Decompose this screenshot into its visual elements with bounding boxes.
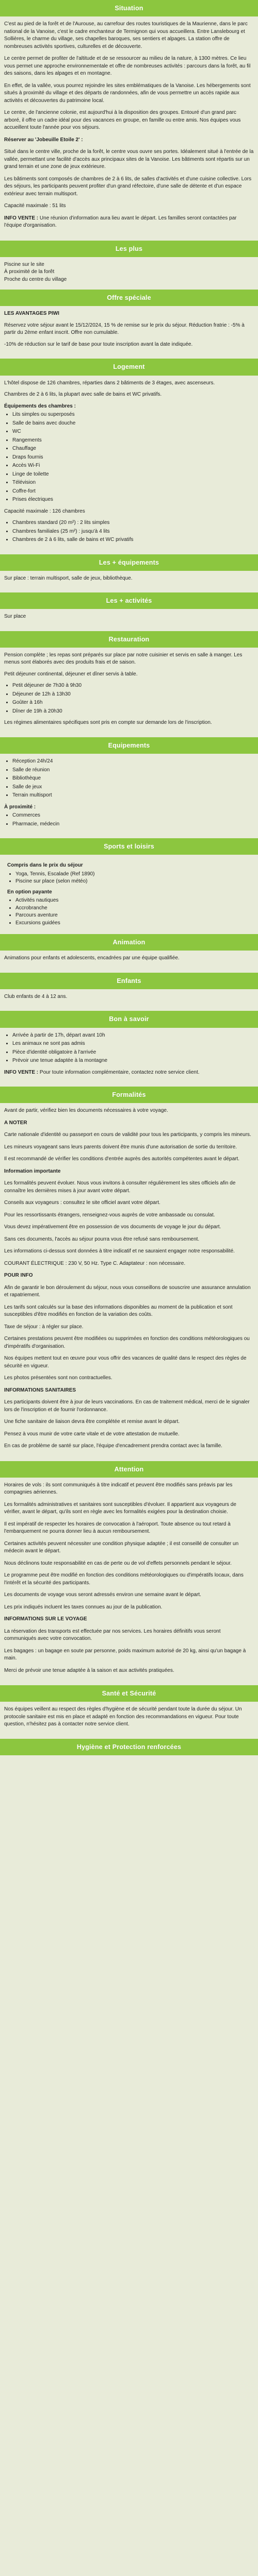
list-item: • Chauffage bbox=[12, 445, 254, 453]
list-item: • Déjeuner de 12h à 13h30 bbox=[12, 691, 254, 699]
section-attention bbox=[0, 1461, 258, 1686]
attention-paragraph: Le programme peut être modifié en fonction des conditions météorologiques ou d'impératifs locaux, dans l'intérêt et la sécurité des participants. bbox=[4, 1572, 244, 1586]
plus-activites-text: Sur place bbox=[4, 614, 26, 620]
list-item: • Les animaux ne sont pas admis bbox=[12, 1040, 254, 1048]
list-item: • Arrivée à partir de 17h, départ avant 10h bbox=[12, 1032, 254, 1040]
equipements-list bbox=[4, 758, 254, 800]
section-offre bbox=[0, 290, 258, 359]
formalites-paragraph: Les photos présentées sont non contractuelles. bbox=[4, 1375, 112, 1381]
attention-paragraph: La réservation des transports est effectuée par nos services. Les horaires définitifs vous seront communiqués avec votre convocation. bbox=[4, 1628, 221, 1642]
section-formalites bbox=[0, 1087, 258, 1461]
situation-paragraph: Le centre, de l'ancienne colonie, est aujourd'hui à la disposition des groupes. Entouré d'un grand parc arboré, il offre un cadre idéal pour des vacances en groupe, en famille ou entre amis. Nos équipes vous accueillent toute l'année pour vos séjours. bbox=[4, 110, 241, 131]
list-item: • Yoga, Tennis, Escalade (Ref 1890) bbox=[15, 871, 254, 878]
offre-paragraph: Réservez votre séjour avant le 15/12/2024, 15 % de remise sur le prix du séjour. Réduction fratrie : -5% à partir du 2ème enfant inscrit. Offre non cumulable. bbox=[4, 322, 245, 336]
situation-info-text: Une réunion d'information aura lieu avant le départ. Les familles seront contactées par l'équipe d'organisation. bbox=[4, 215, 237, 229]
logement-paragraph: Chambres de 2 à 6 lits, la plupart avec salle de bains et WC privatifs. bbox=[4, 392, 162, 397]
list-item: • Dîner de 19h à 20h30 bbox=[12, 708, 254, 716]
formalites-paragraph: Afin de garantir le bon déroulement du séjour, nous vous conseillons de souscrire une assurance annulation et rapatriement. bbox=[4, 1284, 251, 1298]
section-header-sante: Santé et Sécurité bbox=[0, 1685, 258, 1702]
sports-group-list bbox=[7, 897, 254, 927]
section-situation bbox=[0, 0, 258, 241]
list-item: • Activités nautiques bbox=[15, 897, 254, 905]
list-item: • Parcours aventure bbox=[15, 912, 254, 920]
list-item: • Bibliothèque bbox=[12, 775, 254, 783]
formalites-paragraph: COURANT ÉLECTRIQUE : 230 V, 50 Hz. Type C. Adaptateur : non nécessaire. bbox=[4, 1260, 186, 1266]
section-les-plus bbox=[0, 241, 258, 290]
formalites-paragraph: En cas de problème de santé sur place, l'équipe d'encadrement prendra contact avec la famille. bbox=[4, 1443, 222, 1449]
logement-list bbox=[4, 411, 254, 504]
list-item: • Linge de toilette bbox=[12, 471, 254, 479]
sports-group-list bbox=[7, 871, 254, 886]
formalites-paragraph: Les tarifs sont calculés sur la base des informations disponibles au moment de la publication et sont susceptibles d'être modifiés en fonction de la variation des coûts. bbox=[4, 1304, 233, 1318]
section-header-les-plus: Les plus bbox=[0, 241, 258, 257]
les-plus-line: À proximité de la forêt bbox=[4, 269, 55, 275]
attention-paragraph: Certaines activités peuvent nécessiter une condition physique adaptée ; il est conseillé de consulter un médecin avant le départ. bbox=[4, 1540, 239, 1554]
list-item: • Prises électriques bbox=[12, 496, 254, 504]
restauration-paragraph: Pension complète ; les repas sont préparés sur place par notre cuisinier et servis en salle à manger. Les menus sont élaborés avec des produits frais et de saison. bbox=[4, 652, 243, 666]
section-header-logement: Logement bbox=[0, 359, 258, 375]
restauration-list bbox=[4, 682, 254, 715]
list-item: • Chambres familiales (25 m²) : jusqu'à 4 lits bbox=[12, 528, 254, 536]
section-header-attention: Attention bbox=[0, 1461, 258, 1478]
les-plus-line: Piscine sur le site bbox=[4, 261, 44, 267]
formalites-paragraph: Les informations ci-dessus sont données à titre indicatif et ne sauraient engager notre responsabilité. bbox=[4, 1248, 235, 1255]
section-header-enfants: Enfants bbox=[0, 973, 258, 989]
formalites-intro: Avant de partir, vérifiez bien les documents nécessaires à votre voyage. bbox=[4, 1108, 168, 1114]
section-header-bon-a-savoir: Bon à savoir bbox=[0, 1011, 258, 1027]
situation-paragraph: C'est au pied de la forêt et de l'Aurouse, au carrefour des routes touristiques de la Maurienne, dans le parc national de la Vanoise, c'est le cadre enchanteur de Termignon qui vous accueillera. Entre Lanslebourg et Sollières, le charme du village, ses chapelles baroques, ses sentiers et alpages. La station offre de nombreuses activités sportives, culturelles et de découverte. bbox=[4, 21, 248, 49]
section-header-hygiene: Hygiène et Protection renforcées bbox=[0, 1739, 258, 1755]
situation-info-label: INFO VENTE : bbox=[4, 215, 39, 221]
formalites-paragraph: Les participants doivent être à jour de leurs vaccinations. En cas de traitement médical, merci de le signaler lors de l'inscription et de fournir l'ordonnance. bbox=[4, 1399, 250, 1413]
section-header-restauration: Restauration bbox=[0, 631, 258, 648]
section-sante bbox=[0, 1685, 258, 1739]
offre-paragraph: -10% de réduction sur le tarif de base pour toute inscription avant la date indiquée. bbox=[4, 341, 193, 347]
equipements-extra-title: À proximité : bbox=[4, 804, 36, 810]
list-item: • Rangements bbox=[12, 437, 254, 445]
plus-equipements-text: Sur place : terrain multisport, salle de jeux, bibliothèque. bbox=[4, 575, 133, 581]
formalites-paragraph: Les formalités peuvent évoluer. Nous vous invitons à consulter régulièrement les sites officiels afin de connaître les dernières mises à jour avant votre départ. bbox=[4, 1180, 236, 1194]
formalites-paragraph: Il est recommandé de vérifier les conditions d'entrée auprès des autorités compétentes avant le départ. bbox=[4, 1156, 240, 1162]
list-item: • Piscine sur place (selon météo) bbox=[15, 878, 254, 886]
formalites-paragraph: Carte nationale d'identité ou passeport en cours de validité pour tous les participants, y compris les mineurs. bbox=[4, 1132, 251, 1138]
attention-paragraph: Nous déclinons toute responsabilité en cas de perte ou de vol d'effets personnels pendant le séjour. bbox=[4, 1560, 232, 1566]
list-item: • Commerces bbox=[12, 812, 254, 820]
equipements-extras bbox=[4, 812, 254, 828]
list-item: • Goûter à 16h bbox=[12, 699, 254, 707]
list-item: • Lits simples ou superposés bbox=[12, 411, 254, 419]
sante-text: Nos équipes veillent au respect des règles d'hygiène et de sécurité pendant toute la durée du séjour. Un protocole sanitaire est mis en place et adapté en fonction des recommandations en vigueur. Pour toute question, n'hésitez pas à contacter notre service client. bbox=[4, 1706, 242, 1727]
bon-a-savoir-list bbox=[4, 1032, 254, 1065]
section-hygiene bbox=[0, 1739, 258, 1755]
situation-paragraph: En effet, de la vallée, vous pourrez rejoindre les sites emblématiques de la Vanoise. Les hébergements sont situés à proximité du village et des départs de randonnées, afin de vous permettre un accès rapide aux activités et découvertes du patrimoine local. bbox=[4, 82, 251, 104]
section-header-plus-activites: Les + activités bbox=[0, 592, 258, 609]
list-item: • Chambres de 2 à 6 lits, salle de bains et WC privatifs bbox=[12, 536, 254, 544]
list-item: • Accès Wi-Fi bbox=[12, 462, 254, 470]
attention-paragraph: Merci de prévoir une tenue adaptée à la saison et aux activités pratiquées. bbox=[4, 1667, 174, 1673]
formalites-subtitle: Information importante bbox=[4, 1168, 61, 1174]
sports-group-title: En option payante bbox=[7, 889, 52, 895]
list-item: • Salle de jeux bbox=[12, 784, 254, 791]
list-item: • Draps fournis bbox=[12, 454, 254, 462]
list-item: • Réception 24h/24 bbox=[12, 758, 254, 766]
section-logement bbox=[0, 359, 258, 554]
formalites-paragraph: Pour les ressortissants étrangers, renseignez-vous auprès de votre ambassade ou consulat. bbox=[4, 1212, 215, 1218]
logement-list-title: Équipements des chambres : bbox=[4, 403, 76, 409]
list-item: • Excursions guidées bbox=[15, 920, 254, 927]
list-item: • Pharmacie, médecin bbox=[12, 821, 254, 828]
situation-address-line: Situé dans le centre ville, proche de la forêt, le centre vous ouvre ses portes. Idéalement situé à l'entrée de la vallée, permettant une facilité d'accès aux principaux sites de la Vanoise. Les bâtiments sont répartis sur un grand terrain et une zone de jeux extérieure. bbox=[4, 149, 254, 170]
formalites-paragraph: Pensez à vous munir de votre carte vitale et de votre attestation de mutuelle. bbox=[4, 1431, 180, 1437]
situation-address-line: Les bâtiments sont composés de chambres de 2 à 6 lits, de salles d'activités et d'une cuisine collective. Lors des séjours, les participants peuvent profiter d'un grand réfectoire, d'une salle de détente et d'un espace extérieur avec terrain multisport. bbox=[4, 176, 252, 197]
list-item: • Terrain multisport bbox=[12, 792, 254, 800]
formalites-subtitle: A NOTER bbox=[4, 1120, 27, 1126]
section-equipements bbox=[0, 737, 258, 838]
section-header-plus-equipements: Les + équipements bbox=[0, 554, 258, 571]
attention-paragraph: Les documents de voyage vous seront adressés environ une semaine avant le départ. bbox=[4, 1592, 201, 1598]
situation-address-label: Réserver au 'Jobeuille Etoile 2' : bbox=[4, 137, 83, 143]
situation-address-line: Capacité maximale : 51 lits bbox=[4, 203, 66, 209]
formalites-paragraph: Sans ces documents, l'accès au séjour pourra vous être refusé sans remboursement. bbox=[4, 1236, 200, 1242]
restauration-paragraph: Petit déjeuner continental, déjeuner et dîner servis à table. bbox=[4, 671, 138, 677]
section-header-offre: Offre spéciale bbox=[0, 290, 258, 306]
offre-title: LES AVANTAGES PIWI bbox=[4, 311, 59, 317]
section-animation bbox=[0, 934, 258, 973]
bon-a-savoir-info-label: INFO VENTE : bbox=[4, 1069, 39, 1075]
section-plus-equipements bbox=[0, 554, 258, 593]
attention-paragraph: Les prix indiqués incluent les taxes connues au jour de la publication. bbox=[4, 1604, 163, 1610]
section-restauration bbox=[0, 631, 258, 737]
section-plus-activites bbox=[0, 592, 258, 631]
les-plus-line: Proche du centre du village bbox=[4, 276, 67, 282]
section-sports bbox=[0, 838, 258, 934]
attention-paragraph: Horaires de vols : ils sont communiqués à titre indicatif et peuvent être modifiés sans préavis par les compagnies aériennes. bbox=[4, 1482, 233, 1496]
formalites-paragraph: Vous devez impérativement être en possession de vos documents de voyage le jour du départ. bbox=[4, 1224, 221, 1230]
attention-subtitle: INFORMATIONS SUR LE VOYAGE bbox=[4, 1616, 87, 1622]
logement-extras bbox=[4, 519, 254, 544]
formalites-paragraph: Conseils aux voyageurs : consultez le site officiel avant votre départ. bbox=[4, 1200, 160, 1206]
list-item: • Salle de bains avec douche bbox=[12, 420, 254, 428]
section-bon-a-savoir bbox=[0, 1011, 258, 1087]
list-item: • Accrobranche bbox=[15, 905, 254, 912]
bon-a-savoir-info-text: Pour toute information complémentaire, contactez notre service client. bbox=[39, 1069, 200, 1075]
situation-paragraph: Le centre permet de profiter de l'altitude et de se ressourcer au milieu de la nature, à 1300 mètres. Ce lieu vous permet une approche environnementale et offre de nombreuses activités : parcours dans la forêt, au fil des saisons, dans les alpages et en montagne. bbox=[4, 56, 251, 77]
attention-paragraph: Il est impératif de respecter les horaires de convocation à l'aéroport. Toute absence ou tout retard à l'embarquement ne pourra donner lieu à aucun remboursement. bbox=[4, 1521, 231, 1535]
attention-paragraph: Les bagages : un bagage en soute par personne, poids maximum autorisé de 20 kg, ainsi qu'un bagage à main. bbox=[4, 1648, 246, 1662]
list-item: • Télévision bbox=[12, 479, 254, 487]
formalites-subtitle: INFORMATIONS SANITAIRES bbox=[4, 1387, 76, 1393]
section-header-equipements: Equipements bbox=[0, 737, 258, 754]
list-item: • Coffre-fort bbox=[12, 488, 254, 496]
formalites-subtitle: POUR INFO bbox=[4, 1273, 33, 1279]
section-header-sports: Sports et loisirs bbox=[0, 838, 258, 855]
formalites-paragraph: Les mineurs voyageant sans leurs parents doivent être munis d'une autorisation de sortie du territoire. bbox=[4, 1144, 237, 1150]
restauration-note: Les régimes alimentaires spécifiques sont pris en compte sur demande lors de l'inscription. bbox=[4, 720, 212, 726]
attention-paragraph: Les formalités administratives et sanitaires sont susceptibles d'évoluer. Il appartient aux voyageurs de vérifier, avant le départ, qu'ils sont en règle avec les formalités exigées pour la destination choisie. bbox=[4, 1501, 236, 1515]
logement-capacity: Capacité maximale : 126 chambres bbox=[4, 508, 85, 514]
list-item: • WC bbox=[12, 428, 254, 436]
animation-text: Animations pour enfants et adolescents, encadrées par une équipe qualifiée. bbox=[4, 955, 180, 961]
sports-group-title: Compris dans le prix du séjour bbox=[7, 862, 83, 869]
list-item: • Petit déjeuner de 7h30 à 9h30 bbox=[12, 682, 254, 690]
section-header-formalites: Formalités bbox=[0, 1087, 258, 1103]
formalites-paragraph: Nos équipes mettent tout en œuvre pour vous offrir des vacances de qualité dans le respect des règles de sécurité en vigueur. bbox=[4, 1355, 247, 1369]
enfants-text: Club enfants de 4 à 12 ans. bbox=[4, 993, 68, 999]
section-header-situation: Situation bbox=[0, 0, 258, 16]
list-item: • Prévoir une tenue adaptée à la montagne bbox=[12, 1057, 254, 1065]
list-item: • Pièce d'identité obligatoire à l'arrivée bbox=[12, 1049, 254, 1057]
section-enfants bbox=[0, 973, 258, 1011]
formalites-paragraph: Certaines prestations peuvent être modifiées ou supprimées en fonction des conditions météorologiques ou d'impératifs d'organisation. bbox=[4, 1336, 250, 1349]
list-item: • Chambres standard (20 m²) : 2 lits simples bbox=[12, 519, 254, 527]
section-header-animation: Animation bbox=[0, 934, 258, 951]
logement-paragraph: L'hôtel dispose de 126 chambres, réparties dans 2 bâtiments de 3 étages, avec ascenseurs. bbox=[4, 380, 215, 386]
formalites-paragraph: Une fiche sanitaire de liaison devra être complétée et remise avant le départ. bbox=[4, 1419, 180, 1425]
list-item: • Salle de réunion bbox=[12, 767, 254, 774]
formalites-paragraph: Taxe de séjour : à régler sur place. bbox=[4, 1324, 84, 1330]
